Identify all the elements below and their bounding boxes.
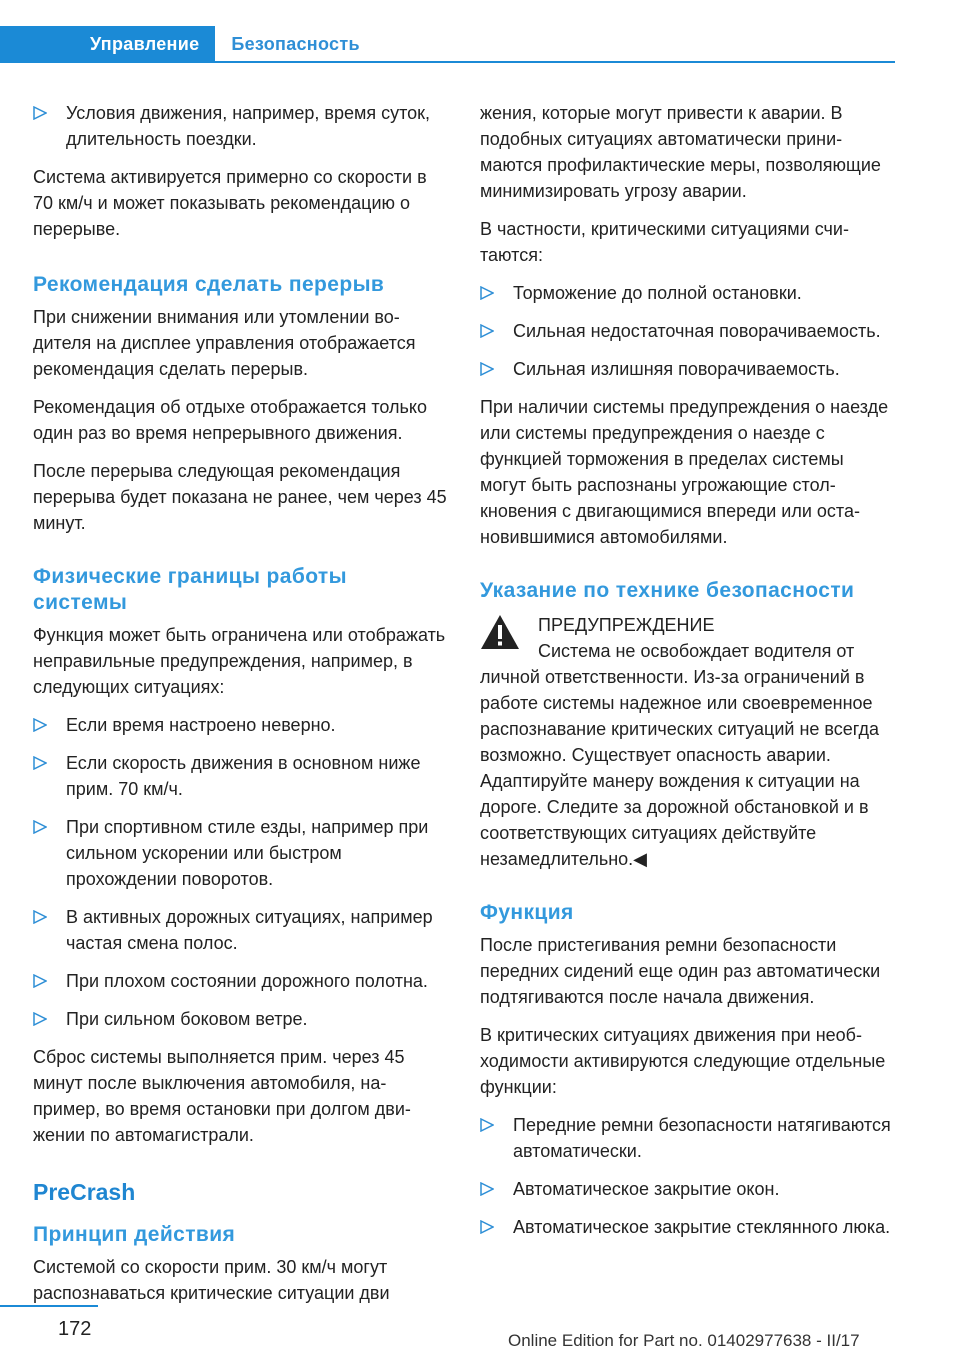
list-item-text: В активных дорожных ситуациях, например частая смена полос. — [66, 907, 433, 953]
list-item — [33, 750, 447, 802]
paragraph: При снижении внимания или утомлении водителя на дисплее управления отображается рекомендация сделать перерыв. — [33, 307, 416, 379]
warning-title: ПРЕДУПРЕЖДЕНИЕ — [538, 615, 715, 635]
list-item — [33, 814, 447, 892]
list-item-text: Сильная недостаточная поворачиваемость. — [513, 321, 881, 341]
list-item — [480, 280, 894, 306]
triangle-bullet-icon — [33, 718, 47, 732]
list-item-text: Условия движения, например, время суток, длительность поездки. — [66, 103, 431, 149]
paragraph: жения, которые могут привести к аварии. В подобных ситуациях автоматически принимаются профилактические меры, позволяющие минимизировать угрозу аварии. — [480, 103, 881, 201]
triangle-bullet-icon — [33, 756, 47, 770]
triangle-bullet-icon — [33, 974, 47, 988]
heading-physical-limits: Физические границы работы системы — [33, 565, 347, 614]
list-item — [480, 318, 894, 344]
paragraph: В частности, критическими ситуациями считаются: — [480, 219, 849, 265]
paragraph: После перерыва следующая рекомендация перерыва будет показана не ранее, чем через 45 минут. — [33, 461, 447, 533]
triangle-bullet-icon — [480, 286, 494, 300]
paragraph: Функция может быть ограничена или отображать неправильные предупреждения, например, в следующих ситуациях: — [33, 625, 446, 697]
list-item — [480, 1214, 894, 1240]
list-item — [480, 1112, 894, 1164]
list-item-text: При спортивном стиле езды, например при сильном ускорении или быстром прохождении поворотов. — [66, 817, 429, 889]
heading-precrash: PreCrash — [33, 1179, 136, 1205]
right-list-1 — [480, 280, 894, 382]
left-list-2 — [33, 712, 447, 1032]
list-item-text: Автоматическое закрытие окон. — [513, 1179, 780, 1199]
list-item-text: При плохом состоянии дорожного полотна. — [66, 971, 428, 991]
paragraph: После пристегивания ремни безопасности передних сидений еще один раз автоматически подтягиваются после начала движения. — [480, 935, 881, 1007]
triangle-bullet-icon — [480, 1182, 494, 1196]
heading-function: Функция — [480, 901, 574, 924]
list-item — [480, 356, 894, 382]
list-item-text: При сильном боковом ветре. — [66, 1009, 308, 1029]
left-list-1 — [33, 100, 447, 152]
right-list-2 — [480, 1112, 894, 1240]
warning-block — [480, 612, 894, 872]
list-item-text: Если скорость движения в основном ниже прим. 70 км/ч. — [66, 753, 421, 799]
tab-safety[interactable]: Безопасность — [231, 33, 360, 54]
header-rule — [0, 61, 895, 63]
list-item — [33, 904, 447, 956]
heading-operating-principle: Принцип действия — [33, 1223, 236, 1246]
paragraph: Система активируется примерно со скорости в 70 км/ч и может показывать рекомендацию о перерыве. — [33, 167, 427, 239]
triangle-bullet-icon — [480, 1220, 494, 1234]
triangle-bullet-icon — [480, 1118, 494, 1132]
list-item — [480, 1176, 894, 1202]
heading-break-recommendation: Рекомендация сделать перерыв — [33, 273, 385, 296]
footer-rule — [0, 1305, 98, 1307]
tab-controls[interactable]: Управление — [0, 26, 215, 62]
list-item-text: Передние ремни безопасности натягиваются автоматически. — [513, 1115, 891, 1161]
header-tabs — [0, 26, 376, 62]
triangle-bullet-icon — [33, 910, 47, 924]
triangle-bullet-icon — [33, 106, 47, 120]
triangle-bullet-icon — [33, 1012, 47, 1026]
paragraph: В критических ситуациях движения при необходимости активируются следующие отдельные функции: — [480, 1025, 886, 1097]
right-column — [480, 100, 894, 1252]
list-item — [33, 1006, 447, 1032]
triangle-bullet-icon — [33, 820, 47, 834]
paragraph: Рекомендация об отдыхе отображается только один раз во время непрерывного движения. — [33, 397, 427, 443]
left-column — [33, 100, 447, 1318]
warning-body: Система не освобождает водителя от личной ответственности. Из-за ограничений в работе системы надежное или своевременное распознавание критических ситуаций не всегда возможно. Существует опасность аварии. Адаптируйте манеру вождения к ситуации на дороге. Следите за дорожной обстановкой и в соответствующих ситуациях действуйте незамедлительно.◀ — [480, 641, 880, 869]
heading-safety-note: Указание по технике безопасности — [480, 579, 855, 602]
footer-edition: Online Edition for Part no. 01402977638 - II/17 — [508, 1331, 860, 1350]
paragraph: Системой со скорости прим. 30 км/ч могут распознаваться критические ситуации дви — [33, 1257, 390, 1303]
list-item-text: Если время настроено неверно. — [66, 715, 336, 735]
list-item-text: Торможение до полной остановки. — [513, 283, 802, 303]
list-item — [33, 712, 447, 738]
list-item-text: Сильная излишняя поворачиваемость. — [513, 359, 840, 379]
list-item — [33, 968, 447, 994]
triangle-bullet-icon — [480, 324, 494, 338]
warning-triangle-icon — [480, 614, 520, 650]
triangle-bullet-icon — [480, 362, 494, 376]
page-number: 172 — [58, 1318, 92, 1340]
paragraph: При наличии системы предупреждения о наезде или системы предупреждения о наезде с функцией торможения в пределах системы могут быть распознаны угрожающие столкновения с двигающимися впереди или остановившимися автомобилями. — [480, 397, 889, 547]
list-item — [33, 100, 447, 152]
list-item-text: Автоматическое закрытие стеклянного люка. — [513, 1217, 891, 1237]
paragraph: Сброс системы выполняется прим. через 45 минут после выключения автомобиля, например, во время остановки при долгом движении по автомагистрали. — [33, 1047, 411, 1145]
